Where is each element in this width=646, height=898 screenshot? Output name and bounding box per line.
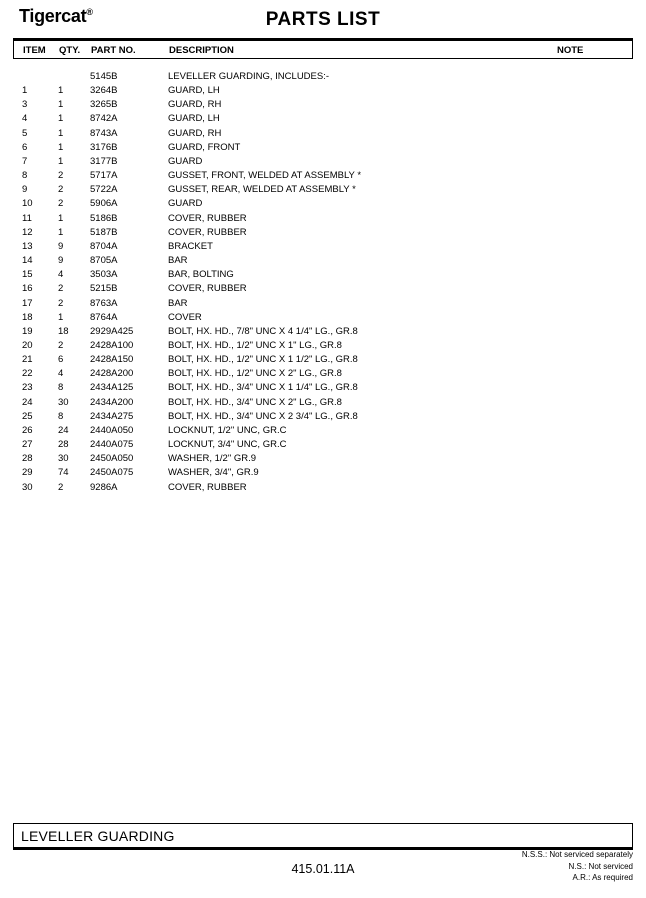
part-no-cell: 2434A275 <box>90 410 134 422</box>
description-cell: GUARD, LH <box>168 113 220 125</box>
item-cell: 11 <box>22 212 32 224</box>
table-row <box>13 296 633 310</box>
table-row <box>13 154 633 168</box>
description-cell: GUARD <box>168 198 203 210</box>
legend-line: N.S.S.: Not serviced separately <box>521 850 633 859</box>
description-cell: LEVELLER GUARDING, INCLUDES:- <box>168 71 330 82</box>
description-cell: COVER, RUBBER <box>168 283 247 295</box>
item-cell: 25 <box>22 410 33 422</box>
description-cell: LOCKNUT, 1/2" UNC, GR.C <box>168 424 287 436</box>
table-row <box>13 225 633 239</box>
qty-cell: 2 <box>58 297 64 309</box>
table-row <box>13 281 633 295</box>
qty-cell: 30 <box>58 396 69 408</box>
qty-cell: 28 <box>58 439 69 451</box>
item-cell: 14 <box>22 255 33 267</box>
section-title: LEVELLER GUARDING <box>21 828 175 844</box>
part-no-cell: 3265B <box>90 99 118 111</box>
description-cell: GUARD <box>168 155 203 167</box>
qty-cell: 2 <box>58 481 64 493</box>
part-no-cell: 5906A <box>90 198 118 210</box>
qty-cell: 2 <box>58 184 64 196</box>
part-no-cell: 2450A075 <box>90 467 134 479</box>
item-cell: 7 <box>22 155 28 167</box>
part-no-cell: 2440A075 <box>90 439 134 451</box>
part-no-cell: 9286A <box>90 481 118 493</box>
item-cell: 17 <box>22 297 33 309</box>
description-cell: BAR, BOLTING <box>168 269 234 281</box>
column-header-qty: QTY. <box>59 45 81 56</box>
part-no-cell: 5145B <box>90 71 118 82</box>
part-no-cell: 8743A <box>90 127 118 139</box>
table-row <box>13 182 633 196</box>
logo-text: Tigercat <box>19 6 87 26</box>
table-row <box>13 352 633 366</box>
description-cell: COVER, RUBBER <box>168 226 247 238</box>
description-cell: COVER <box>168 311 202 323</box>
table-row <box>13 366 633 380</box>
parts-table-body <box>13 69 633 494</box>
description-cell: GUSSET, FRONT, WELDED AT ASSEMBLY * <box>168 170 362 182</box>
table-row <box>13 140 633 154</box>
section-title-box <box>13 823 633 850</box>
description-cell: BOLT, HX. HD., 1/2" UNC X 1" LG., GR.8 <box>168 339 342 351</box>
description-cell: BAR <box>168 255 188 267</box>
item-cell: 23 <box>22 382 33 394</box>
table-row <box>13 83 633 97</box>
qty-cell: 2 <box>58 339 64 351</box>
table-row <box>13 465 633 479</box>
description-cell: BOLT, HX. HD., 3/4" UNC X 2 3/4" LG., GR.8 <box>168 410 358 422</box>
qty-cell: 1 <box>58 85 64 97</box>
qty-cell: 1 <box>58 127 64 139</box>
description-cell: BRACKET <box>168 240 213 252</box>
table-row <box>13 338 633 352</box>
column-header-description: DESCRIPTION <box>169 45 234 56</box>
item-cell: 3 <box>22 99 28 111</box>
legend-line: A.R.: As required <box>572 873 633 882</box>
qty-cell: 1 <box>58 113 64 125</box>
part-no-cell: 5722A <box>90 184 118 196</box>
page-title: PARTS LIST <box>265 9 381 30</box>
qty-cell: 30 <box>58 453 69 465</box>
description-cell: COVER, RUBBER <box>168 481 247 493</box>
item-cell: 8 <box>22 170 28 182</box>
table-row <box>13 380 633 394</box>
description-cell: BAR <box>168 297 188 309</box>
column-header-note: NOTE <box>557 45 584 56</box>
table-row <box>13 168 633 182</box>
description-cell: GUARD, FRONT <box>168 141 241 153</box>
item-cell: 12 <box>22 226 33 238</box>
column-header-part-no: PART NO. <box>91 45 136 56</box>
qty-cell: 8 <box>58 382 64 394</box>
page-number: 415.01.11A <box>291 862 355 876</box>
description-cell: COVER, RUBBER <box>168 212 247 224</box>
qty-cell: 9 <box>58 255 64 267</box>
qty-cell: 4 <box>58 269 64 281</box>
item-cell: 10 <box>22 198 33 210</box>
table-row <box>13 395 633 409</box>
part-no-cell: 5186B <box>90 212 118 224</box>
table-row <box>13 211 633 225</box>
description-cell: BOLT, HX. HD., 3/4" UNC X 1 1/4" LG., GR.8 <box>168 382 358 394</box>
part-no-cell: 5187B <box>90 226 118 238</box>
part-no-cell: 3176B <box>90 141 118 153</box>
part-no-cell: 8704A <box>90 240 118 252</box>
table-row <box>13 239 633 253</box>
table-row <box>13 126 633 140</box>
part-no-cell: 8705A <box>90 255 118 267</box>
description-cell: WASHER, 3/4", GR.9 <box>168 467 259 479</box>
item-cell: 9 <box>22 184 28 196</box>
item-cell: 27 <box>22 439 33 451</box>
part-no-cell: 3177B <box>90 155 118 167</box>
table-header <box>13 38 633 59</box>
part-no-cell: 2428A100 <box>90 339 134 351</box>
item-cell: 20 <box>22 339 33 351</box>
qty-cell: 1 <box>58 212 64 224</box>
item-cell: 24 <box>22 396 33 408</box>
table-row <box>13 196 633 210</box>
part-no-cell: 2428A150 <box>90 354 134 366</box>
part-no-cell: 8742A <box>90 113 118 125</box>
table-row <box>13 437 633 451</box>
part-no-cell: 2428A200 <box>90 368 134 380</box>
qty-cell: 74 <box>58 467 69 479</box>
part-no-cell: 3503A <box>90 269 118 281</box>
qty-cell: 24 <box>58 424 69 436</box>
description-cell: GUARD, LH <box>168 85 220 97</box>
item-cell: 1 <box>22 85 28 97</box>
item-cell: 15 <box>22 269 33 281</box>
qty-cell: 6 <box>58 354 64 366</box>
description-cell: BOLT, HX. HD., 7/8" UNC X 4 1/4" LG., GR.8 <box>168 325 358 337</box>
item-cell: 29 <box>22 467 33 479</box>
part-no-cell: 2440A050 <box>90 424 134 436</box>
part-no-cell: 5215B <box>90 283 118 295</box>
part-no-cell: 8763A <box>90 297 118 309</box>
table-row <box>13 253 633 267</box>
qty-cell: 8 <box>58 410 64 422</box>
part-no-cell: 2450A050 <box>90 453 134 465</box>
item-cell: 19 <box>22 325 33 337</box>
description-cell: BOLT, HX. HD., 1/2" UNC X 2" LG., GR.8 <box>168 368 342 380</box>
table-row <box>13 451 633 465</box>
qty-cell: 1 <box>58 99 64 111</box>
item-cell: 18 <box>22 311 33 323</box>
item-cell: 6 <box>22 141 28 153</box>
column-header-item: ITEM <box>23 45 46 56</box>
table-row <box>13 267 633 281</box>
qty-cell: 1 <box>58 141 64 153</box>
item-cell: 26 <box>22 424 33 436</box>
table-row <box>13 111 633 125</box>
qty-cell: 1 <box>58 226 64 238</box>
item-cell: 28 <box>22 453 33 465</box>
legend-line: N.S.: Not serviced <box>568 861 633 871</box>
description-cell: WASHER, 1/2" GR.9 <box>168 453 257 465</box>
qty-cell: 9 <box>58 240 64 252</box>
table-row <box>13 324 633 338</box>
part-no-cell: 2929A425 <box>90 325 134 337</box>
qty-cell: 2 <box>58 170 64 182</box>
item-cell: 22 <box>22 368 33 380</box>
qty-cell: 1 <box>58 155 64 167</box>
table-row <box>13 310 633 324</box>
qty-cell: 18 <box>58 325 69 337</box>
table-row <box>13 409 633 423</box>
qty-cell: 2 <box>58 198 64 210</box>
description-cell: GUARD, RH <box>168 99 222 111</box>
part-no-cell: 2434A200 <box>90 396 134 408</box>
description-cell: GUARD, RH <box>168 127 222 139</box>
item-cell: 16 <box>22 283 33 295</box>
item-cell: 5 <box>22 127 28 139</box>
item-cell: 4 <box>22 113 28 125</box>
part-no-cell: 8764A <box>90 311 118 323</box>
part-no-cell: 3264B <box>90 85 118 97</box>
registered-trademark-symbol: ® <box>86 7 93 17</box>
item-cell: 30 <box>22 481 33 493</box>
description-cell: GUSSET, REAR, WELDED AT ASSEMBLY * <box>168 184 356 196</box>
item-cell: 21 <box>22 354 33 366</box>
part-no-cell: 5717A <box>90 170 118 182</box>
table-row <box>13 480 633 494</box>
table-row <box>13 423 633 437</box>
description-cell: BOLT, HX. HD., 3/4" UNC X 2" LG., GR.8 <box>168 396 342 408</box>
qty-cell: 1 <box>58 311 64 323</box>
part-no-cell: 2434A125 <box>90 382 134 394</box>
table-row <box>13 97 633 111</box>
description-cell: LOCKNUT, 3/4" UNC, GR.C <box>168 439 287 451</box>
item-cell: 13 <box>22 240 33 252</box>
description-cell: BOLT, HX. HD., 1/2" UNC X 1 1/2" LG., GR.8 <box>168 354 358 366</box>
qty-cell: 4 <box>58 368 64 380</box>
table-row <box>13 69 633 83</box>
qty-cell: 2 <box>58 283 64 295</box>
